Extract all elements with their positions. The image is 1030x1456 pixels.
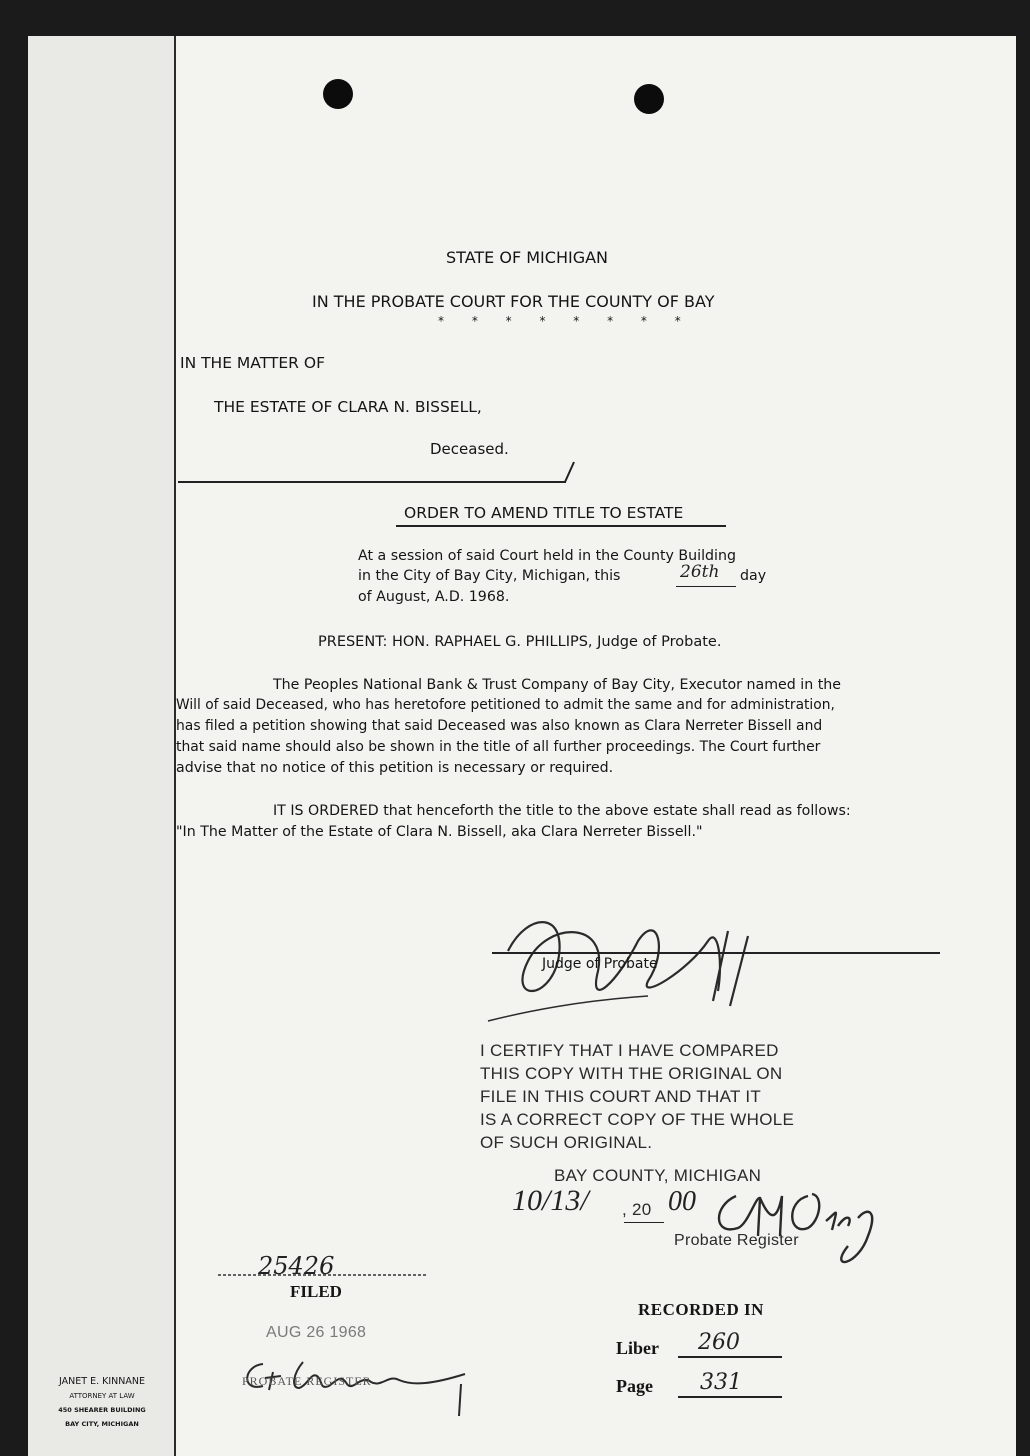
left-margin-strip	[28, 36, 176, 1456]
attorney-title: ATTORNEY AT LAW	[69, 1392, 135, 1400]
liber-label: Liber	[616, 1338, 659, 1358]
paragraph-1-line-1: The Peoples National Bank & Trust Company of Bay City, Executor named in the	[273, 677, 842, 693]
certification-line-5: OF SUCH ORIGINAL.	[480, 1133, 653, 1152]
paragraph-1-line-5: advise that no notice of this petition is necessary or required.	[176, 760, 614, 776]
attorney-name: JANET E. KINNANE	[59, 1376, 145, 1387]
filed-label: FILED	[290, 1282, 342, 1301]
star-divider: * * * * * * * *	[438, 314, 693, 328]
order-title: ORDER TO AMEND TITLE TO ESTATE	[404, 504, 684, 522]
paragraph-1-line-3: has filed a petition showing that said Deceased was also known as Clara Nerreter Bissell and	[176, 718, 823, 734]
year-blank-line	[624, 1222, 664, 1223]
filing-number: 25426	[258, 1252, 335, 1280]
certification-date-handwritten: 10/13/	[512, 1184, 589, 1217]
certification-line-2: THIS COPY WITH THE ORIGINAL ON	[480, 1064, 783, 1083]
register-signature	[708, 1166, 908, 1276]
filing-number-line	[218, 1272, 428, 1278]
paragraph-2-line-2: "In The Matter of the Estate of Clara N. Bissell, aka Clara Nerreter Bissell."	[176, 824, 703, 840]
present-line: PRESENT: HON. RAPHAEL G. PHILLIPS, Judge of Probate.	[318, 634, 722, 650]
certification-year-prefix: , 20	[622, 1200, 652, 1219]
attorney-address: 450 SHEARER BUILDING	[58, 1406, 146, 1414]
liber-line	[678, 1356, 782, 1358]
judge-signature-line	[492, 952, 940, 954]
punch-hole-right	[634, 84, 664, 114]
page-value: 331	[700, 1370, 742, 1395]
session-line-2b: day	[740, 568, 767, 584]
certification-line-4: IS A CORRECT COPY OF THE WHOLE	[480, 1110, 795, 1129]
day-blank-line	[676, 586, 736, 587]
filing-register-label: PROBATE REGISTER	[242, 1374, 372, 1388]
court-heading: IN THE PROBATE COURT FOR THE COUNTY OF BAY	[312, 292, 715, 311]
session-line-2a: in the City of Bay City, Michigan, this	[358, 568, 621, 584]
page-line	[678, 1396, 782, 1398]
certification-line-3: FILE IN THIS COURT AND THAT IT	[480, 1087, 762, 1106]
paragraph-1-line-2: Will of said Deceased, who has heretofore petitioned to admit the same and for administration,	[176, 697, 835, 713]
certification-line-1: I CERTIFY THAT I HAVE COMPARED	[480, 1041, 779, 1060]
page-label: Page	[616, 1376, 653, 1396]
paragraph-1-line-4: that said name should also be shown in the title of all further proceedings. The Court further	[176, 739, 821, 755]
paragraph-2-line-1: IT IS ORDERED that henceforth the title to the above estate shall read as follows:	[273, 803, 851, 819]
estate-name: THE ESTATE OF CLARA N. BISSELL,	[214, 398, 482, 416]
document-page	[28, 36, 1016, 1456]
order-title-underline	[396, 525, 726, 527]
caption-rule	[178, 481, 566, 483]
deceased-label: Deceased.	[430, 440, 509, 458]
recorded-title: RECORDED IN	[638, 1300, 764, 1319]
attorney-city: BAY CITY, MICHIGAN	[65, 1420, 139, 1428]
judge-label: Judge of Probate	[542, 956, 658, 972]
day-handwritten: 26th	[680, 562, 720, 582]
certification-county: BAY COUNTY, MICHIGAN	[554, 1166, 762, 1185]
session-line-1: At a session of said Court held in the County Building	[358, 548, 736, 564]
certification-register-label: Probate Register	[674, 1232, 799, 1249]
caption-slash-mark	[562, 460, 576, 484]
liber-value: 260	[698, 1330, 740, 1355]
state-heading: STATE OF MICHIGAN	[446, 248, 608, 267]
filed-date-stamp: AUG 26 1968	[266, 1324, 367, 1341]
session-line-3: of August, A.D. 1968.	[358, 589, 510, 605]
certification-year-handwritten: 00	[668, 1186, 696, 1217]
punch-hole-left	[323, 79, 353, 109]
in-the-matter-label: IN THE MATTER OF	[180, 354, 325, 372]
